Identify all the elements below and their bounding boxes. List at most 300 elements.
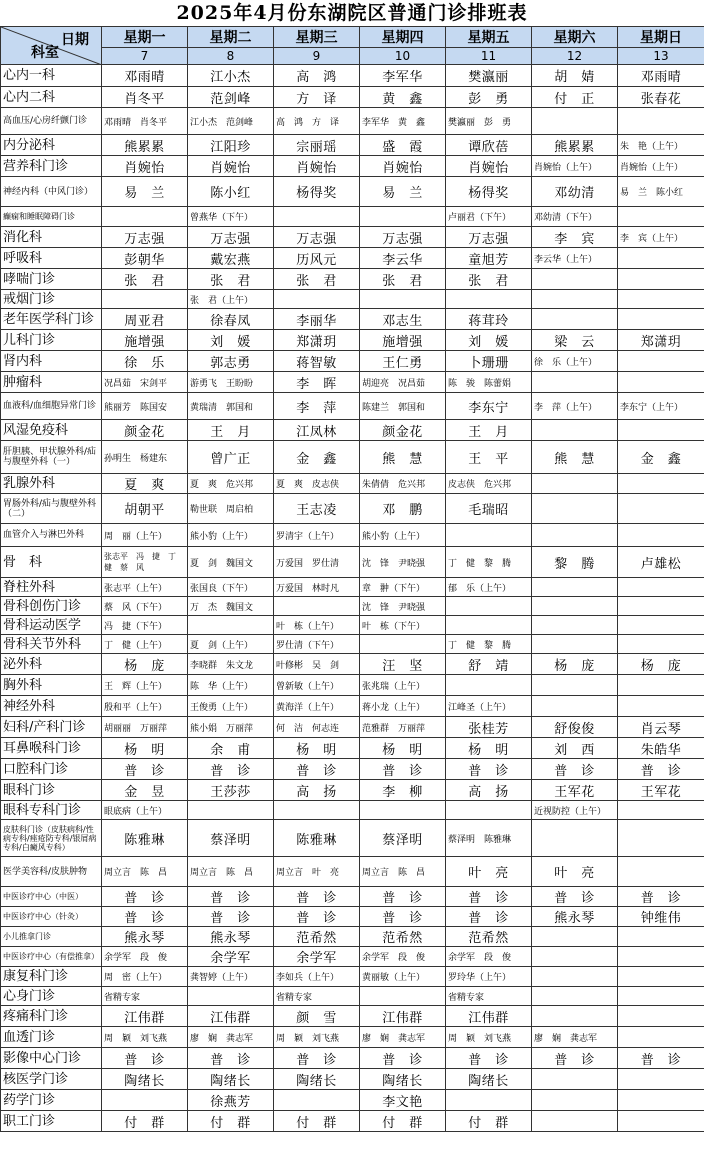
schedule-cell: 叶 栋（下午） [360,616,446,635]
table-row [1,1027,704,1048]
schedule-cell: 徐 乐（上午） [532,351,618,372]
schedule-cell: 熊 慧 [532,441,618,474]
schedule-cell: 夏 剑（上午） [188,635,274,654]
schedule-cell [618,675,704,696]
schedule-cell: 曾新敏（上午） [274,675,360,696]
dept-name: 内分泌科 [1,135,102,156]
schedule-cell: 王莎莎 [188,780,274,801]
schedule-cell: 江小杰 [188,65,274,87]
schedule-cell: 李文艳 [360,1090,446,1111]
schedule-cell: 施增强 [360,330,446,351]
schedule-cell [274,207,360,227]
schedule-cell [532,372,618,393]
schedule-cell: 郑潇玥 [618,330,704,351]
dept-name: 耳鼻喉科门诊 [1,738,102,759]
table-row [1,820,704,857]
schedule-cell: 肖婉怡（上午） [532,156,618,177]
schedule-cell: 张 君 [446,269,532,290]
schedule-cell: 胡朝平 [102,494,188,524]
schedule-cell: 夏 剑 魏国文 [188,547,274,578]
schedule-cell [618,597,704,616]
dept-name: 血透门诊 [1,1027,102,1048]
dept-name: 心内二科 [1,87,102,108]
schedule-cell: 付 正 [532,87,618,108]
schedule-cell: 陈 华（上午） [188,675,274,696]
schedule-cell: 童旭芳 [446,248,532,269]
corner-date-label: 日期 [61,32,89,48]
table-row [1,494,704,524]
dept-name: 营养科门诊 [1,156,102,177]
schedule-cell [532,108,618,135]
table-row [1,87,704,108]
schedule-cell: 周立言 陈 昌 [360,857,446,887]
schedule-cell: 万 杰 魏国文 [188,597,274,616]
schedule-cell [532,616,618,635]
table-row [1,801,704,820]
day-header: 星期日 [618,27,704,48]
day-header: 星期三 [274,27,360,48]
schedule-cell: 眼底病（上午） [102,801,188,820]
schedule-cell: 李晓群 朱文龙 [188,654,274,675]
dept-name: 老年医学科门诊 [1,309,102,330]
schedule-cell: 李军华 [360,65,446,87]
table-row [1,351,704,372]
schedule-cell: 普 诊 [102,1048,188,1069]
dept-name: 核医学门诊 [1,1069,102,1090]
schedule-cell: 杨 庞 [618,654,704,675]
schedule-cell: 金 昱 [102,780,188,801]
schedule-cell: 张兆瑞（上午） [360,675,446,696]
schedule-cell [532,420,618,441]
table-row [1,578,704,597]
dept-name: 医学美容科/皮肤肿物 [1,857,102,887]
schedule-cell: 付 群 [102,1111,188,1132]
schedule-cell: 邓幼清 [532,177,618,207]
schedule-cell [532,269,618,290]
schedule-cell: 普 诊 [102,907,188,927]
schedule-cell: 殷和平（上午） [102,696,188,717]
schedule-cell: 丁 健 黎 腾 [446,547,532,578]
schedule-cell: 胡丽丽 万丽萍 [102,717,188,738]
schedule-cell: 普 诊 [188,887,274,907]
schedule-cell: 高 扬 [446,780,532,801]
dept-name: 呼吸科 [1,248,102,269]
schedule-cell: 万志强 [274,227,360,248]
schedule-cell [618,1027,704,1048]
dept-name: 口腔科门诊 [1,759,102,780]
schedule-cell [618,524,704,547]
schedule-cell: 江小杰 范剑峰 [188,108,274,135]
schedule-cell: 黄丽敏（上午） [360,967,446,987]
schedule-cell: 张 君 [102,269,188,290]
dept-name: 胃肠外科/疝与腹壁外科（二） [1,494,102,524]
schedule-cell: 范剑峰 [188,87,274,108]
schedule-cell: 肖婉怡 [360,156,446,177]
schedule-cell: 曾燕华（下午） [188,207,274,227]
schedule-cell [618,987,704,1006]
schedule-cell: 黄海洋（上午） [274,696,360,717]
schedule-cell: 余学军 [188,947,274,967]
dept-name: 药学门诊 [1,1090,102,1111]
table-row [1,696,704,717]
schedule-cell: 江伟群 [188,1006,274,1027]
schedule-cell: 王仁勇 [360,351,446,372]
schedule-cell: 普 诊 [446,759,532,780]
schedule-cell: 万志强 [102,227,188,248]
schedule-cell: 颜 雪 [274,1006,360,1027]
table-row [1,780,704,801]
schedule-cell: 龚智婷（上午） [188,967,274,987]
schedule-cell: 蒋智敏 [274,351,360,372]
schedule-cell: 普 诊 [188,907,274,927]
schedule-cell: 张 君 [274,269,360,290]
schedule-cell: 杨 明 [102,738,188,759]
schedule-cell: 熊 慧 [360,441,446,474]
schedule-cell: 陈雅琳 [274,820,360,857]
schedule-cell: 普 诊 [618,759,704,780]
schedule-cell: 王 辉（上午） [102,675,188,696]
dept-name: 乳腺外科 [1,474,102,494]
schedule-cell: 王志凌 [274,494,360,524]
schedule-cell [618,351,704,372]
schedule-cell [532,1006,618,1027]
table-row [1,290,704,309]
schedule-cell [446,290,532,309]
schedule-cell: 万志强 [188,227,274,248]
schedule-cell: 徐燕芳 [188,1090,274,1111]
table-row [1,887,704,907]
schedule-cell [532,474,618,494]
table-row [1,907,704,927]
schedule-cell: 万爱国 罗仕清 [274,547,360,578]
table-row [1,597,704,616]
schedule-cell: 高 鸿 [274,65,360,87]
schedule-cell: 罗仕清（下午） [274,635,360,654]
schedule-cell: 普 诊 [102,887,188,907]
dept-name: 脊柱外科 [1,578,102,597]
schedule-cell: 王俊勇（上午） [188,696,274,717]
dept-name: 戒烟门诊 [1,290,102,309]
schedule-cell: 杨得奖 [446,177,532,207]
schedule-cell: 徐春凤 [188,309,274,330]
schedule-cell: 高 鸿 方 译 [274,108,360,135]
table-row [1,65,704,87]
dept-name: 泌外科 [1,654,102,675]
schedule-cell: 李云华（上午） [532,248,618,269]
schedule-cell: 金 鑫 [274,441,360,474]
table-row [1,635,704,654]
dept-name: 职工门诊 [1,1111,102,1132]
schedule-cell: 熊永琴 [532,907,618,927]
schedule-cell: 夏 爽 危兴邦 [188,474,274,494]
date-header: 7 [102,48,188,65]
date-header: 13 [618,48,704,65]
dept-name: 肝胆胰、甲状腺外科/疝与腹壁外科（一） [1,441,102,474]
schedule-cell: 张志平 冯 捷 丁 健 蔡 风 [102,547,188,578]
schedule-cell: 曾广正 [188,441,274,474]
schedule-cell: 罗玲华（上午） [446,967,532,987]
schedule-cell: 章 翀（下午） [360,578,446,597]
schedule-cell [446,616,532,635]
schedule-cell [618,820,704,857]
schedule-cell: 钟维伟 [618,907,704,927]
schedule-cell: 普 诊 [446,887,532,907]
schedule-cell: 蔡泽明 [188,820,274,857]
dept-name: 儿科门诊 [1,330,102,351]
table-row [1,474,704,494]
schedule-cell: 付 群 [274,1111,360,1132]
table-row [1,156,704,177]
schedule-cell: 李东宁（上午） [618,393,704,420]
schedule-cell: 普 诊 [274,907,360,927]
schedule-cell [618,1006,704,1027]
schedule-cell: 易 兰 [102,177,188,207]
schedule-cell: 余 甫 [188,738,274,759]
schedule-cell: 熊小娟 万丽萍 [188,717,274,738]
dept-name: 小儿推拿门诊 [1,927,102,947]
table-row [1,738,704,759]
schedule-cell: 蒋小龙（上午） [360,696,446,717]
schedule-cell [102,1090,188,1111]
schedule-cell: 江峰圣（上午） [446,696,532,717]
schedule-cell: 刘 西 [532,738,618,759]
table-row [1,717,704,738]
schedule-cell: 杨 明 [274,738,360,759]
schedule-cell: 周 密（上午） [102,967,188,987]
schedule-cell: 余学军 段 俊 [446,947,532,967]
schedule-cell: 冯 捷（下午） [102,616,188,635]
schedule-cell: 陶绪长 [446,1069,532,1090]
schedule-cell: 颜金花 [102,420,188,441]
schedule-cell [274,290,360,309]
schedule-cell: 樊瀛丽 彭 勇 [446,108,532,135]
schedule-cell: 邓志生 [360,309,446,330]
schedule-cell: 卢丽君（下午） [446,207,532,227]
table-row [1,227,704,248]
table-row [1,675,704,696]
schedule-cell [618,578,704,597]
dept-name: 皮肤科门诊（皮肤病科/性病专科/痤疮防专科/银屑病专科/白癜风专科） [1,820,102,857]
schedule-cell: 易 兰 [360,177,446,207]
schedule-cell: 盛 霞 [360,135,446,156]
schedule-cell: 张志平（上午） [102,578,188,597]
schedule-cell [618,616,704,635]
schedule-cell: 普 诊 [188,759,274,780]
dept-name: 眼科专科门诊 [1,801,102,820]
table-row [1,759,704,780]
schedule-cell [618,1069,704,1090]
schedule-cell: 李 晖 [274,372,360,393]
schedule-cell: 邓雨晴 肖冬平 [102,108,188,135]
dept-name: 高血压/心房纤颤门诊 [1,108,102,135]
table-row [1,420,704,441]
schedule-cell [532,967,618,987]
schedule-cell: 普 诊 [274,887,360,907]
schedule-cell: 李 柳 [360,780,446,801]
schedule-cell: 王军花 [532,780,618,801]
schedule-cell: 叶修彬 吴 剑 [274,654,360,675]
table-row [1,309,704,330]
schedule-cell: 普 诊 [360,1048,446,1069]
schedule-cell: 张 君 [360,269,446,290]
schedule-cell: 蒋茸玲 [446,309,532,330]
schedule-cell: 施增强 [102,330,188,351]
schedule-cell: 周 颖 刘飞燕 [446,1027,532,1048]
dept-name: 妇科/产科门诊 [1,717,102,738]
dept-name: 血液科/血细胞异常门诊 [1,393,102,420]
schedule-cell [274,597,360,616]
schedule-cell [618,372,704,393]
schedule-cell: 肖婉怡 [102,156,188,177]
schedule-cell: 省精专家 [446,987,532,1006]
schedule-cell: 郁 乐（上午） [446,578,532,597]
dept-name: 消化科 [1,227,102,248]
schedule-cell: 杨得奖 [274,177,360,207]
dept-name: 神经内科（中风门诊） [1,177,102,207]
schedule-cell: 周 丽（上午） [102,524,188,547]
day-header: 星期一 [102,27,188,48]
schedule-cell: 李军华 黄 鑫 [360,108,446,135]
schedule-table [0,26,704,1132]
schedule-cell: 范希然 [360,927,446,947]
schedule-cell: 朱皓华 [618,738,704,759]
schedule-cell: 陶绪长 [360,1069,446,1090]
schedule-cell: 杨 庞 [532,654,618,675]
schedule-cell: 黎 腾 [532,547,618,578]
schedule-cell: 张国良（下午） [188,578,274,597]
schedule-cell: 金 鑫 [618,441,704,474]
schedule-cell [618,635,704,654]
schedule-cell: 朱 艳（上午） [618,135,704,156]
table-row [1,1006,704,1027]
schedule-cell: 李 宾 [532,227,618,248]
table-row [1,1111,704,1132]
dept-name: 心内一科 [1,65,102,87]
schedule-cell: 张 君 [188,269,274,290]
schedule-cell [532,987,618,1006]
schedule-cell [102,207,188,227]
schedule-cell: 范希然 [274,927,360,947]
schedule-cell [532,524,618,547]
schedule-cell: 徐 乐 [102,351,188,372]
schedule-cell: 彭朝华 [102,248,188,269]
table-row [1,987,704,1006]
dept-name: 骨科创伤门诊 [1,597,102,616]
schedule-cell: 叶 亮 [446,857,532,887]
schedule-cell: 李丽华 [274,309,360,330]
table-row [1,524,704,547]
schedule-cell [532,947,618,967]
table-row [1,654,704,675]
schedule-cell [618,290,704,309]
schedule-cell: 丁 健 黎 腾 [446,635,532,654]
schedule-cell: 周立言 陈 昌 [188,857,274,887]
schedule-cell: 况昌茹 宋剑平 [102,372,188,393]
table-row [1,330,704,351]
date-header: 10 [360,48,446,65]
schedule-cell: 陈小红 [188,177,274,207]
schedule-cell: 皮志侠 危兴邦 [446,474,532,494]
schedule-cell [274,801,360,820]
dept-name: 疼痛科门诊 [1,1006,102,1027]
schedule-cell [188,987,274,1006]
schedule-cell: 卢雄松 [618,547,704,578]
schedule-cell [446,524,532,547]
schedule-cell [618,108,704,135]
day-header: 星期二 [188,27,274,48]
dept-name: 中医诊疗中心（有偿推拿） [1,947,102,967]
schedule-cell: 王 月 [188,420,274,441]
schedule-cell: 熊累累 [532,135,618,156]
schedule-cell: 夏 爽 [102,474,188,494]
schedule-cell [618,1111,704,1132]
schedule-cell: 余学军 段 俊 [360,947,446,967]
schedule-cell [532,1111,618,1132]
schedule-cell [532,927,618,947]
table-row [1,207,704,227]
schedule-cell: 孙明生 杨建东 [102,441,188,474]
schedule-cell: 江阳珍 [188,135,274,156]
table-row [1,947,704,967]
schedule-cell: 陶绪长 [188,1069,274,1090]
schedule-cell: 黄 鑫 [360,87,446,108]
day-header: 星期五 [446,27,532,48]
schedule-cell: 舒俊俊 [532,717,618,738]
schedule-cell: 付 群 [360,1111,446,1132]
schedule-cell: 陈建兰 郭国和 [360,393,446,420]
dept-name: 骨科关节外科 [1,635,102,654]
schedule-cell [360,987,446,1006]
schedule-cell: 陶绪长 [274,1069,360,1090]
schedule-cell: 邓 鹏 [360,494,446,524]
schedule-cell: 丁 健（上午） [102,635,188,654]
schedule-cell: 廖 娴 龚志军 [360,1027,446,1048]
schedule-cell [188,616,274,635]
table-row [1,372,704,393]
schedule-cell: 省精专家 [102,987,188,1006]
schedule-cell: 江伟群 [446,1006,532,1027]
schedule-cell [618,474,704,494]
schedule-cell: 肖婉怡 [274,156,360,177]
schedule-cell: 普 诊 [360,759,446,780]
schedule-cell: 宗丽瑶 [274,135,360,156]
schedule-cell: 胡迎亮 况昌茹 [360,372,446,393]
schedule-cell [618,967,704,987]
schedule-cell: 沈 锋 尹晓强 [360,597,446,616]
dept-name: 肿瘤科 [1,372,102,393]
header-row-days [1,27,704,48]
schedule-cell [446,801,532,820]
table-row [1,177,704,207]
schedule-cell: 方 译 [274,87,360,108]
schedule-cell: 卜珊珊 [446,351,532,372]
schedule-cell [102,290,188,309]
schedule-cell: 廖 娴 龚志军 [532,1027,618,1048]
schedule-cell: 省精专家 [274,987,360,1006]
schedule-cell: 万爱国 林时凡 [274,578,360,597]
schedule-cell [532,675,618,696]
schedule-cell: 杨 明 [446,738,532,759]
schedule-cell: 刘 媛 [188,330,274,351]
dept-name: 影像中心门诊 [1,1048,102,1069]
table-row [1,441,704,474]
schedule-cell: 肖婉怡（上午） [618,156,704,177]
table-row [1,248,704,269]
schedule-cell: 万志强 [446,227,532,248]
schedule-cell: 陶绪长 [102,1069,188,1090]
schedule-cell: 熊永琴 [188,927,274,947]
schedule-cell: 余学军 [274,947,360,967]
